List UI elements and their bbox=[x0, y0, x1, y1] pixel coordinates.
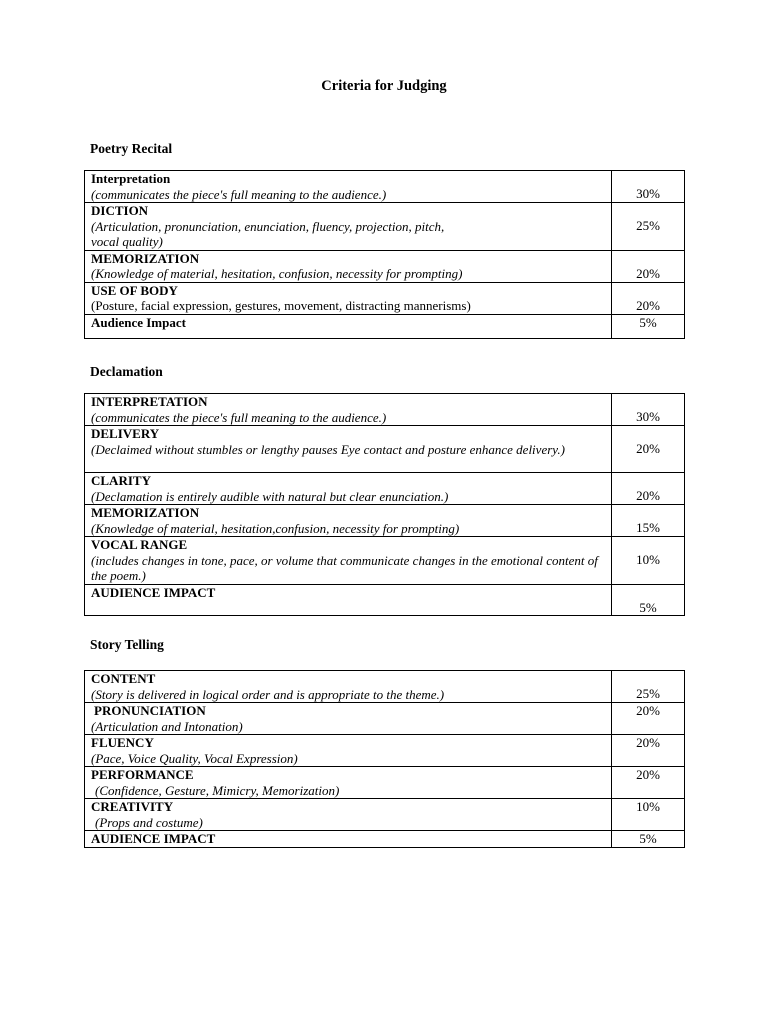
table-row bbox=[85, 250, 685, 282]
table-row bbox=[85, 703, 685, 735]
criterion-description: (Declamation is entirely audible with natural but clear enunciation.) bbox=[91, 488, 449, 504]
criterion-cell bbox=[85, 314, 612, 338]
criterion-name: FLUENCY bbox=[91, 735, 154, 750]
criterion-name: Audience Impact bbox=[91, 314, 186, 330]
criterion-cell bbox=[85, 282, 612, 314]
weight-cell bbox=[612, 799, 685, 831]
table-row bbox=[85, 282, 685, 314]
criterion-name: AUDIENCE IMPACT bbox=[91, 584, 216, 600]
criteria-table-declamation bbox=[84, 393, 685, 616]
weight-value: 20% bbox=[636, 735, 660, 750]
weight-cell bbox=[612, 505, 685, 537]
criterion-name: Interpretation bbox=[91, 171, 171, 186]
criterion-cell bbox=[85, 473, 612, 505]
criterion-cell bbox=[85, 505, 612, 537]
weight-value: 20% bbox=[636, 488, 660, 503]
weight-cell bbox=[612, 767, 685, 799]
table-row bbox=[85, 171, 685, 203]
weight-cell bbox=[612, 703, 685, 735]
weight-value: 20% bbox=[636, 265, 660, 281]
weight-value: 20% bbox=[636, 703, 660, 718]
criterion-description: (Story is delivered in logical order and is appropriate to the theme.) bbox=[91, 686, 445, 702]
weight-value: 5% bbox=[639, 314, 657, 330]
weight-cell bbox=[612, 671, 685, 703]
section-heading-poetry-recital: Poetry Recital bbox=[90, 141, 173, 156]
page-title: Criteria for Judging bbox=[321, 78, 447, 94]
criterion-cell bbox=[85, 394, 612, 426]
table-row bbox=[85, 767, 685, 799]
weight-cell bbox=[612, 314, 685, 338]
criterion-description: (Confidence, Gesture, Mimicry, Memorization) bbox=[95, 782, 340, 798]
weight-value: 30% bbox=[636, 409, 660, 424]
table-row bbox=[85, 426, 685, 473]
section-heading-story-telling: Story Telling bbox=[90, 637, 164, 652]
criterion-name: VOCAL RANGE bbox=[91, 537, 188, 552]
weight-cell bbox=[612, 537, 685, 585]
table-row bbox=[85, 505, 685, 537]
criterion-description: (communicates the piece's full meaning to the audience.) bbox=[91, 409, 387, 425]
criterion-description: (Declaimed without stumbles or lengthy pauses Eye contact and posture enhance delivery.) bbox=[91, 441, 565, 457]
weight-cell bbox=[612, 735, 685, 767]
weight-cell bbox=[612, 584, 685, 616]
weight-value: 20% bbox=[636, 767, 660, 782]
weight-value: 10% bbox=[636, 799, 660, 814]
criterion-cell bbox=[85, 250, 612, 282]
criterion-name: PRONUNCIATION bbox=[94, 703, 206, 718]
criterion-description: (Posture, facial expression, gestures, movement, distracting mannerisms) bbox=[91, 298, 471, 313]
criterion-cell bbox=[85, 831, 612, 848]
table-row bbox=[85, 394, 685, 426]
criterion-name: INTERPRETATION bbox=[91, 394, 208, 409]
criterion-cell bbox=[85, 171, 612, 203]
weight-cell bbox=[612, 282, 685, 314]
criterion-cell bbox=[85, 735, 612, 767]
table-row bbox=[85, 537, 685, 585]
criterion-name: MEMORIZATION bbox=[91, 505, 200, 520]
table-row bbox=[85, 314, 685, 338]
criteria-table-story-telling bbox=[84, 670, 685, 848]
criterion-cell bbox=[85, 767, 612, 799]
criterion-name: AUDIENCE IMPACT bbox=[91, 831, 216, 846]
table-row bbox=[85, 671, 685, 703]
criterion-cell bbox=[85, 671, 612, 703]
criterion-name: PERFORMANCE bbox=[91, 767, 194, 782]
criteria-table-poetry-recital bbox=[84, 170, 685, 339]
criterion-description: (Knowledge of material, hesitation, confusion, necessity for prompting) bbox=[91, 266, 463, 281]
criterion-cell bbox=[85, 203, 612, 251]
weight-cell bbox=[612, 171, 685, 203]
criterion-cell bbox=[85, 584, 612, 616]
criterion-name: CLARITY bbox=[91, 473, 151, 488]
weight-cell bbox=[612, 250, 685, 282]
weight-value: 20% bbox=[636, 297, 660, 313]
weight-cell bbox=[612, 831, 685, 848]
table-row bbox=[85, 203, 685, 251]
weight-value: 30% bbox=[636, 186, 660, 201]
criterion-cell bbox=[85, 537, 612, 585]
criterion-name: MEMORIZATION bbox=[91, 250, 200, 266]
criterion-description: (Knowledge of material, hesitation,confusion, necessity for prompting) bbox=[91, 520, 460, 536]
weight-value: 10% bbox=[636, 552, 660, 567]
weight-cell bbox=[612, 473, 685, 505]
table-row bbox=[85, 799, 685, 831]
criterion-name: CONTENT bbox=[91, 671, 156, 686]
criterion-cell bbox=[85, 799, 612, 831]
criterion-description: (Articulation and Intonation) bbox=[91, 718, 243, 734]
criterion-description: (Articulation, pronunciation, enunciation, fluency, projection, pitch, vocal quality) bbox=[91, 218, 445, 249]
table-row bbox=[85, 584, 685, 616]
criterion-name: USE OF BODY bbox=[91, 282, 178, 298]
criterion-description: (Props and costume) bbox=[95, 814, 203, 830]
weight-cell bbox=[612, 426, 685, 473]
weight-value: 20% bbox=[636, 441, 660, 456]
weight-value: 5% bbox=[639, 831, 657, 846]
criterion-name: DICTION bbox=[91, 203, 149, 218]
criterion-description: (Pace, Voice Quality, Vocal Expression) bbox=[91, 750, 298, 766]
weight-cell bbox=[612, 394, 685, 426]
criterion-cell bbox=[85, 426, 612, 473]
table-row bbox=[85, 473, 685, 505]
weight-cell bbox=[612, 203, 685, 251]
weight-value: 15% bbox=[636, 520, 660, 535]
criterion-name: DELIVERY bbox=[91, 426, 160, 441]
criterion-description: (communicates the piece's full meaning to the audience.) bbox=[91, 186, 387, 202]
section-heading-declamation: Declamation bbox=[90, 364, 163, 379]
criterion-name: CREATIVITY bbox=[91, 799, 174, 814]
criterion-cell bbox=[85, 703, 612, 735]
table-row bbox=[85, 735, 685, 767]
table-row bbox=[85, 831, 685, 848]
weight-value: 25% bbox=[636, 218, 660, 233]
weight-value: 25% bbox=[636, 686, 660, 701]
weight-value: 5% bbox=[639, 599, 657, 615]
criterion-description: (includes changes in tone, pace, or volume that communicate changes in the emotional content of the poem.) bbox=[91, 552, 598, 583]
